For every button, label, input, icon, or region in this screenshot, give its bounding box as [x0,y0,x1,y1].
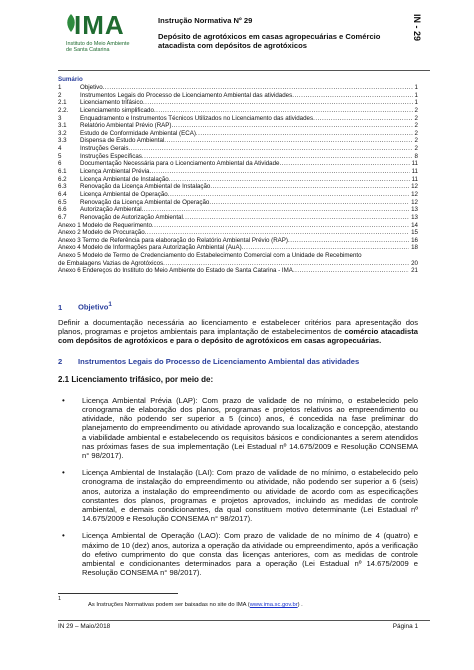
toc-leader-dots [183,214,409,222]
toc-entry-number: 3.3 [58,137,67,145]
toc-entry[interactable] [58,92,418,100]
footnote-text-part: ) . [297,602,303,608]
document-description: Depósito de agrotóxicos em casas agropecuárias e Comércio atacadista com depósitos de agrotóxicos [158,32,381,50]
toc-entry-label: Anexo 3 Termo de Referência para elaboração do Relatório Ambiental Prévio (RAP) [58,236,288,244]
toc-entry-page: 11 [411,168,418,176]
header-text [158,16,402,50]
toc-entry[interactable] [58,244,418,252]
toc-entry-label: Anexo 2 Modelo de Procuração [58,229,145,237]
page-footer [58,623,418,630]
toc-entry[interactable] [58,214,418,222]
toc-entry-number: 3 [58,114,62,122]
toc-entry-number: 6 [58,160,62,168]
toc-entry-number: 6.3 [58,183,67,191]
section-title: Objetivo [78,302,109,312]
toc-entry-page: 18 [411,244,418,252]
toc-entry-label: Instruções Específicas [80,152,142,160]
toc-entry[interactable] [58,99,418,107]
toc-entry-page: 20 [411,259,418,267]
toc-leader-dots [210,183,409,191]
toc-leader-dots [169,176,410,184]
toc-entry-page: 1 [414,91,418,99]
section-number: 2 [58,357,63,367]
toc-entry-page: 15 [411,229,418,237]
bullet-icon: • [62,395,65,405]
toc-entry-page: 2 [414,145,418,153]
toc-entry[interactable] [58,252,418,260]
toc-entry[interactable] [58,107,418,115]
toc-entry-number: 6.1 [58,168,67,176]
toc-heading: Sumário [58,76,83,83]
paragraph-bold-text: comércio atacadista com depósitos de agrotóxicos e para o depósito de agrotóxicos em casas agropecuárias. [58,326,418,346]
toc-entry-page: 13 [411,206,418,214]
toc-entry-page: 2 [414,114,418,122]
toc-entry[interactable] [58,168,418,176]
section-heading-objetivo [58,300,418,312]
toc-leader-dots [163,260,409,268]
toc-entry-page: 1 [414,99,418,107]
toc-entry[interactable] [58,199,418,207]
toc-entry-page: 12 [411,190,418,198]
toc-leader-dots [149,168,409,176]
logo-subtitle-line: Instituto do Meio Ambiente [66,41,130,47]
toc-entry[interactable] [58,191,418,199]
toc-leader-dots [129,145,413,153]
list-item [58,531,418,577]
toc-leader-dots [103,84,413,92]
toc-entry-label: Renovação da Licença Ambiental de Instalação [80,183,211,191]
section-title: Instrumentos Legais do Processo de Licenciamento Ambiental das atividades [78,357,360,367]
document-header [58,8,430,70]
toc-entry-label: Autorização Ambiental [80,206,142,214]
toc-leader-dots [242,244,409,252]
toc-leader-dots [292,92,412,100]
toc-entry[interactable] [58,84,418,92]
toc-leader-dots [171,122,412,130]
toc-entry[interactable] [58,130,418,138]
toc-leader-dots [145,229,409,237]
toc-leader-dots [154,107,413,115]
bullet-icon: • [62,531,65,541]
toc-leader-dots [168,191,409,199]
toc-entry-label: Relatório Ambiental Prévio (RAP) [80,122,172,130]
list-item [58,396,418,460]
paragraph-text: Definir a documentação necessária ao licenciamento e estabelecer critérios para apresentação dos planos, programas e projetos ambientais para implantação de estabelecimentos de [58,317,418,336]
toc-entry-label: Enquadramento e Instrumentos Técnicos Utilizados no Licenciamento das atividades [80,114,314,122]
toc-leader-dots [196,130,413,138]
toc-leader-dots [152,222,409,230]
logo-word: IMA [74,10,125,40]
toc-leader-dots [142,206,410,214]
toc-entry-label: Anexo 5 Modelo de Termo de Credenciamento do Estabelecimento Comercial com a Unidade de Recebimento [58,252,362,260]
toc-entry-label: Anexo 6 Endereços do Instituto do Meio Ambiente do Estado de Santa Catarina - IMA [58,267,293,275]
toc-entry[interactable] [58,267,418,275]
toc-entry[interactable] [58,260,418,268]
list-item-text: Licença Ambiental de Instalação (LAI): Com prazo de validade de no mínimo, o estabelecido pelo cronograma de instalação do empreendimento ou atividade, não podendo ser superior a 6 (seis) anos, autoriza a instalação do empreendimento ou atividade de acordo com as especificações constantes dos planos, programas e projetos aprovados, incluindo as medidas de controle ambiental, e demais condicionantes, da qual constituem motivo determinante (Lei Estadual nº 14.675/2009 e Resolução CONSEMA n° 98/2017). [82,468,418,524]
toc-entry-page: 8 [414,152,418,160]
logo-subtitle [66,41,166,54]
document-body [58,300,418,585]
toc-entry-label: Dispensa de Estudo Ambiental [80,137,165,145]
document-code: IN - 29 [412,14,422,42]
toc-entry[interactable] [58,137,418,145]
toc-entry-number: 1 [58,84,62,91]
toc-leader-dots [280,160,410,168]
footnote-number: 1 [58,596,62,602]
list-item-text: Licença Ambiental Prévia (LAP): Com prazo de validade de no mínimo, o estabelecido pelo cronograma de elaboração dos planos, programas e projetos relativos ao empreendimento ou atividade, não podendo ser superior a 5 (cinco) anos, é concedida na fase preliminar do planejamento do empreendimento ou atividade aprovando sua localização e concepção, atestando a viabilidade ambiental e estabelecendo os requisitos básicos e condicionantes a serem atendidos nas próximas fases de sua implementação (Lei Estadual nº 14.675/2009 e Resolução CONSEMA n° 98/2017). [82,395,418,460]
list-item [58,468,418,523]
footer-divider [58,620,430,621]
toc-entry-page: 21 [411,267,418,275]
toc-entry-label: Renovação de Autorização Ambiental [80,213,183,221]
bullet-icon: • [62,468,65,478]
toc-entry-number: 6.4 [58,190,67,198]
toc-entry-label: Documentação Necessária para o Licenciamento Ambiental da Atividade [80,160,280,168]
toc-leader-dots [143,99,413,107]
footnote-text [88,602,303,608]
toc-entry-page: 12 [411,183,418,191]
toc-entry-number: 6.2 [58,175,67,183]
toc-entry-label: Licença Ambiental de Operação [80,190,168,198]
toc-entry[interactable] [58,153,418,161]
toc-entry-page: 1 [414,84,418,91]
toc-leader-dots [209,199,409,207]
header-divider [58,70,430,71]
toc-entry-number: 2.2. [58,106,69,114]
footnote-text-part: As Instruções Normativas podem ser baixadas no site do IMA ( [88,602,250,608]
footnote-divider [58,593,178,594]
toc-entry-number: 6.5 [58,198,67,206]
toc-entry[interactable] [58,237,418,245]
ima-website-link[interactable]: www.ima.sc.gov.br [249,602,298,608]
toc-entry-page: 13 [411,213,418,221]
section-heading-instrumentos [58,357,418,366]
toc-entry-number: 3.1 [58,122,67,130]
toc-entry-label: de Embalagens Vazias de Agrotóxicos [58,259,164,267]
toc-leader-dots [164,137,412,145]
toc-leader-dots [288,237,409,245]
toc-entry-number: 2 [58,91,62,99]
license-list [58,396,418,578]
toc-entry-number: 6.7 [58,213,67,221]
toc-entry-number: 6.6 [58,206,67,214]
section-number: 1 [58,302,63,312]
toc-entry-label: Licença Ambiental de Instalação [80,175,169,183]
toc-entry-label: Licenciamento trifásico [80,99,143,107]
ima-logo [66,10,166,68]
toc-entry-label: Anexo 1 Modelo de Requerimento [58,221,152,229]
toc-entry[interactable] [58,206,418,214]
logo-subtitle-line: de Santa Catarina [66,47,110,54]
toc-entry-page: 12 [411,198,418,206]
toc-entry-page: 11 [411,175,418,183]
subsection-heading: 2.1 Licenciamento trifásico, por meio de: [58,374,214,384]
toc-entry-label: Licenciamento simplificado [80,106,154,114]
toc-entry-label: Estudo de Conformidade Ambiental (ECA) [80,129,196,137]
toc-entry-label: Licença Ambiental Prévia [80,168,150,176]
toc-leader-dots [293,267,409,275]
toc-entry-page: 2 [414,137,418,145]
table-of-contents [58,76,418,275]
toc-entry-page: 16 [411,236,418,244]
toc-list [58,84,418,252]
list-item-text: Licença Ambiental de Operação (LAO): Com prazo de validade de no mínimo de 4 (quatro) e máximo de 10 (dez) anos, autoriza a operação da atividade ou empreendimento, após a verificação do efetivo cumprimento do que consta das licenças anteriores, com as medidas de controle ambiental e condicionantes determinados para a operação (Lei Estadual nº 14.675/2009 e Resolução CONSEMA n° 98/2017). [82,531,418,578]
toc-entry-label: Objetivo [80,84,103,91]
toc-entry[interactable] [58,160,418,168]
toc-leader-dots [142,153,413,161]
toc-entry-page: 14 [411,221,418,229]
toc-entry-page: 2 [414,106,418,114]
toc-entry-number: 3.2 [58,129,67,137]
toc-entry-number: 4 [58,145,62,153]
toc-entry-number: 5 [58,152,62,160]
toc-entry-page: 2 [414,129,418,137]
toc-entry[interactable] [58,122,418,130]
toc-leader-dots [313,115,412,123]
toc-entry[interactable] [58,176,418,184]
toc-entry[interactable] [58,229,418,237]
toc-entry-label: Anexo 4 Modelo de Informações para Autorização Ambiental (AuA) [58,244,242,252]
footnote-ref[interactable]: 1 [108,301,112,308]
toc-entry[interactable] [58,183,418,191]
footer-page-number: Página 1 [392,623,418,630]
footer-document-id: IN 29 – Maio/2018 [58,623,111,630]
toc-entry-page: 11 [411,160,418,168]
objective-paragraph [58,318,418,346]
toc-entry[interactable] [58,222,418,230]
document-title: Instrução Normativa Nº 29 [158,16,253,25]
toc-entry-number: 2.1 [58,99,67,107]
toc-entry[interactable] [58,145,418,153]
toc-entry-page: 2 [414,122,418,130]
toc-entry-label: Renovação da Licença Ambiental de Operação [80,198,210,206]
toc-entry-label: Instrumentos Legais do Processo de Licenciamento Ambiental das atividades [80,91,293,99]
toc-entry-label: Instruções Gerais [80,145,129,153]
toc-entry[interactable] [58,115,418,123]
